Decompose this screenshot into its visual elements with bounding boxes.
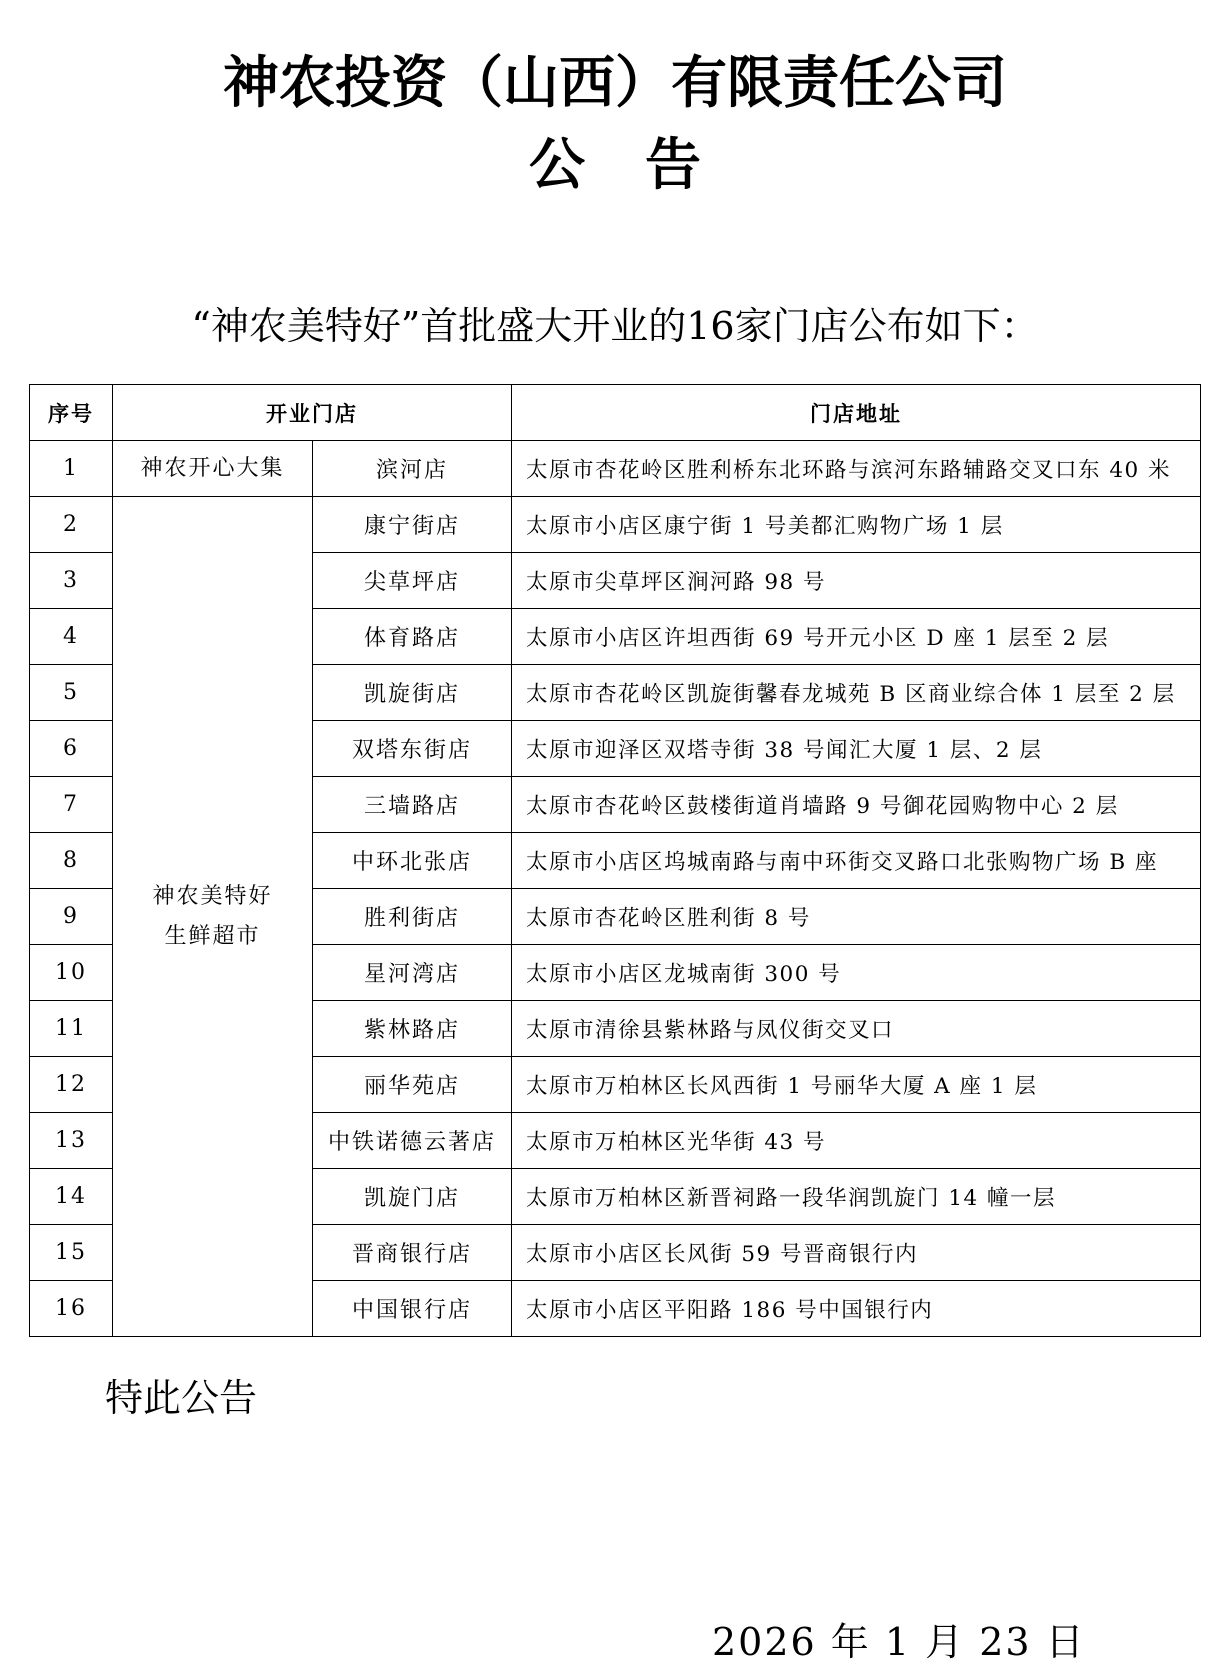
store-address: 太原市杏花岭区鼓楼街道肖墙路 9 号御花园购物中心 2 层 [512, 777, 1201, 833]
intro-text: “神农美特好”首批盛大开业的16家门店公布如下： [191, 304, 1039, 348]
store-name: 尖草坪店 [313, 553, 512, 609]
row-no: 10 [30, 945, 113, 1001]
row-no: 8 [30, 833, 113, 889]
store-name: 双塔东街店 [313, 721, 512, 777]
store-table [29, 384, 1201, 1337]
table-row [30, 497, 1201, 553]
row-no: 16 [30, 1281, 113, 1337]
store-name: 三墙路店 [313, 777, 512, 833]
row-no: 12 [30, 1057, 113, 1113]
header-store: 开业门店 [113, 385, 512, 441]
store-address: 太原市小店区平阳路 186 号中国银行内 [512, 1281, 1201, 1337]
row-no: 11 [30, 1001, 113, 1057]
store-name: 晋商银行店 [313, 1225, 512, 1281]
chain-name-kaixin: 神农开心大集 [113, 441, 313, 497]
notice-title: 公告 [529, 133, 761, 198]
table-header-row [30, 385, 1201, 441]
store-name: 紫林路店 [313, 1001, 512, 1057]
store-address: 太原市小店区许坦西街 69 号开元小区 D 座 1 层至 2 层 [512, 609, 1201, 665]
store-address: 太原市杏花岭区胜利街 8 号 [512, 889, 1201, 945]
store-address: 太原市万柏林区光华街 43 号 [512, 1113, 1201, 1169]
store-name: 凯旋街店 [313, 665, 512, 721]
store-name: 凯旋门店 [313, 1169, 512, 1225]
store-name: 中铁诺德云著店 [313, 1113, 512, 1169]
row-no: 5 [30, 665, 113, 721]
row-no: 2 [30, 497, 113, 553]
row-no: 13 [30, 1113, 113, 1169]
row-no: 1 [30, 441, 113, 497]
store-name: 康宁街店 [313, 497, 512, 553]
store-name: 中国银行店 [313, 1281, 512, 1337]
store-address: 太原市杏花岭区胜利桥东北环路与滨河东路辅路交叉口东 40 米 [512, 441, 1201, 497]
store-name: 丽华苑店 [313, 1057, 512, 1113]
store-name: 体育路店 [313, 609, 512, 665]
store-address: 太原市小店区康宁街 1 号美都汇购物广场 1 层 [512, 497, 1201, 553]
row-no: 15 [30, 1225, 113, 1281]
row-no: 14 [30, 1169, 113, 1225]
store-address: 太原市小店区龙城南街 300 号 [512, 945, 1201, 1001]
store-name: 星河湾店 [313, 945, 512, 1001]
store-address: 太原市杏花岭区凯旋街馨春龙城苑 B 区商业综合体 1 层至 2 层 [512, 665, 1201, 721]
store-name: 胜利街店 [313, 889, 512, 945]
row-no: 9 [30, 889, 113, 945]
store-address: 太原市小店区坞城南路与南中环街交叉路口北张购物广场 B 座 [512, 833, 1201, 889]
store-address: 太原市迎泽区双塔寺街 38 号闻汇大厦 1 层、2 层 [512, 721, 1201, 777]
store-address: 太原市尖草坪区涧河路 98 号 [512, 553, 1201, 609]
store-address: 太原市清徐县紫林路与凤仪街交叉口 [512, 1001, 1201, 1057]
row-no: 7 [30, 777, 113, 833]
store-address: 太原市万柏林区长风西街 1 号丽华大厦 A 座 1 层 [512, 1057, 1201, 1113]
chain-name-line-1: 神农美特好 [152, 883, 273, 909]
store-name: 中环北张店 [313, 833, 512, 889]
store-name: 滨河店 [313, 441, 512, 497]
row-no: 3 [30, 553, 113, 609]
chain-name-line-2: 生鲜超市 [164, 923, 261, 949]
store-address: 太原市小店区长风街 59 号晋商银行内 [512, 1225, 1201, 1281]
row-no: 4 [30, 609, 113, 665]
header-address: 门店地址 [512, 385, 1201, 441]
store-address: 太原市万柏林区新晋祠路一段华润凯旋门 14 幢一层 [512, 1169, 1201, 1225]
chain-name-meitehao [113, 497, 313, 1337]
closing-text: 特此公告 [105, 1376, 258, 1420]
company-title: 神农投资（山西）有限责任公司 [223, 51, 1007, 116]
table-row [30, 441, 1201, 497]
notice-date: 2026 年 1 月 23 日 [712, 1620, 1086, 1664]
row-no: 6 [30, 721, 113, 777]
header-index: 序号 [30, 385, 113, 441]
